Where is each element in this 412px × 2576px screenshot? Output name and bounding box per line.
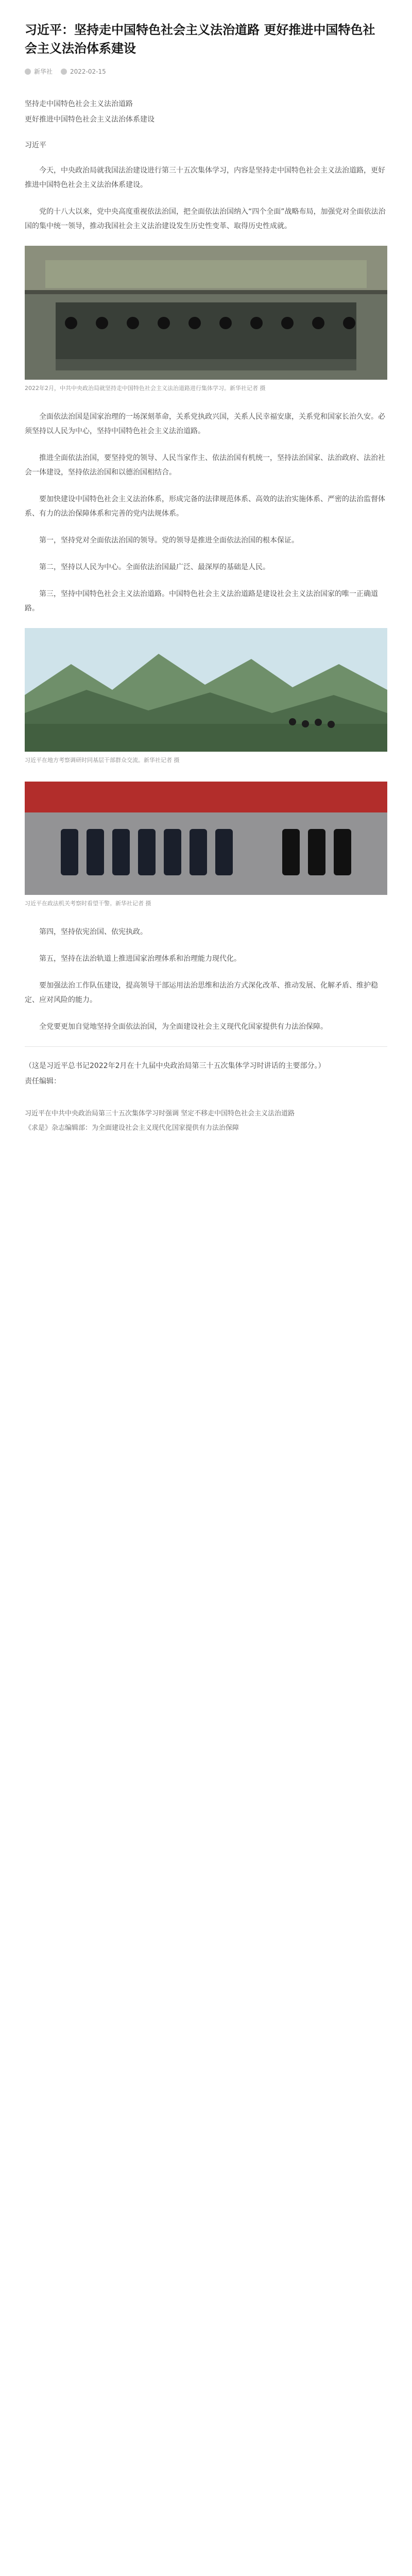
body-paragraph: 党的十八大以来，党中央高度重视依法治国，把全面依法治国纳入“四个全面”战略布局，加强党对全面依法治国的集中统一领导，推动我国社会主义法治建设发生历史性变革、取得历史性成就。	[25, 208, 386, 230]
author-line: 习近平	[25, 141, 46, 149]
body-paragraph: 全党要更加自觉地坚持全面依法治国，为全面建设社会主义现代化国家提供有力法治保障。	[39, 1023, 328, 1031]
police-photo	[25, 782, 387, 895]
body-paragraph: 第二，坚持以人民为中心。全面依法治国最广泛、最深厚的基础是人民。	[39, 563, 270, 571]
related-links	[25, 1107, 387, 1136]
body-paragraph: 推进全面依法治国，要坚持党的领导、人民当家作主、依法治国有机统一，坚持法治国家、法治政府、法治社会一体建设，坚持依法治国和以德治国相结合。	[25, 454, 385, 477]
intro-line: 更好推进中国特色社会主义法治体系建设	[25, 115, 154, 124]
related-link[interactable]: 习近平在中共中央政治局第三十五次集体学习时强调 坚定不移走中国特色社会主义法治道路	[25, 1110, 295, 1117]
meta-date-text: 2022-02-15	[70, 67, 106, 75]
article-content	[25, 21, 387, 1136]
body-paragraph: 第四，坚持依宪治国、依宪执政。	[39, 928, 147, 936]
divider	[25, 1046, 387, 1047]
clock-icon	[61, 69, 67, 75]
article-title: 习近平：坚持走中国特色社会主义法治道路 更好推进中国特色社会主义法治体系建设	[25, 23, 375, 56]
meeting-photo	[25, 246, 387, 380]
meta-source-text: 新华社	[34, 68, 53, 75]
source-icon	[25, 69, 31, 75]
photo-caption: 习近平在政法机关考察时看望干警。新华社记者 摄	[25, 900, 151, 907]
photo-caption: 习近平在地方考察调研时同基层干部群众交流。新华社记者 摄	[25, 757, 180, 764]
article-meta	[25, 67, 387, 76]
meta-source	[25, 67, 53, 76]
body-paragraph: 要加快建设中国特色社会主义法治体系，形成完备的法律规范体系、高效的法治实施体系、严密的法治监督体系、有力的法治保障体系和完善的党内法规体系。	[25, 495, 385, 518]
landscape-photo	[25, 628, 387, 752]
photo-caption: 2022年2月，中共中央政治局就坚持走中国特色社会主义法治道路进行集体学习。新华社记者 摄	[25, 385, 266, 392]
meta-date	[61, 68, 106, 75]
body-paragraph: 要加强法治工作队伍建设，提高领导干部运用法治思维和法治方式深化改革、推动发展、化解矛盾、维护稳定、应对风险的能力。	[25, 981, 378, 1004]
body-paragraph: 第三，坚持中国特色社会主义法治道路。中国特色社会主义法治道路是建设社会主义法治国家的唯一正确道路。	[25, 590, 378, 613]
intro-line: 坚持走中国特色社会主义法治道路	[25, 100, 133, 108]
related-link[interactable]: 《求是》杂志编辑部：为全面建设社会主义现代化国家提供有力法治保障	[25, 1124, 239, 1132]
body-paragraph: 第一，坚持党对全面依法治国的领导。党的领导是推进全面依法治国的根本保证。	[39, 536, 299, 545]
body-paragraph: 全面依法治国是国家治理的一场深刻革命，关系党执政兴国，关系人民幸福安康，关系党和国家长治久安。必须坚持以人民为中心，坚持中国特色社会主义法治道路。	[25, 413, 385, 435]
editor-line: 责任编辑：	[25, 1077, 61, 1086]
body-paragraph: 第五，坚持在法治轨道上推进国家治理体系和治理能力现代化。	[39, 955, 241, 963]
body-paragraph: 今天，中央政治局就我国法治建设进行第三十五次集体学习，内容是坚持走中国特色社会主义法治道路，更好推进中国特色社会主义法治体系建设。	[25, 166, 385, 189]
closing-note: （这是习近平总书记2022年2月在十九届中央政治局第三十五次集体学习时讲话的主要部分。）	[25, 1062, 325, 1070]
